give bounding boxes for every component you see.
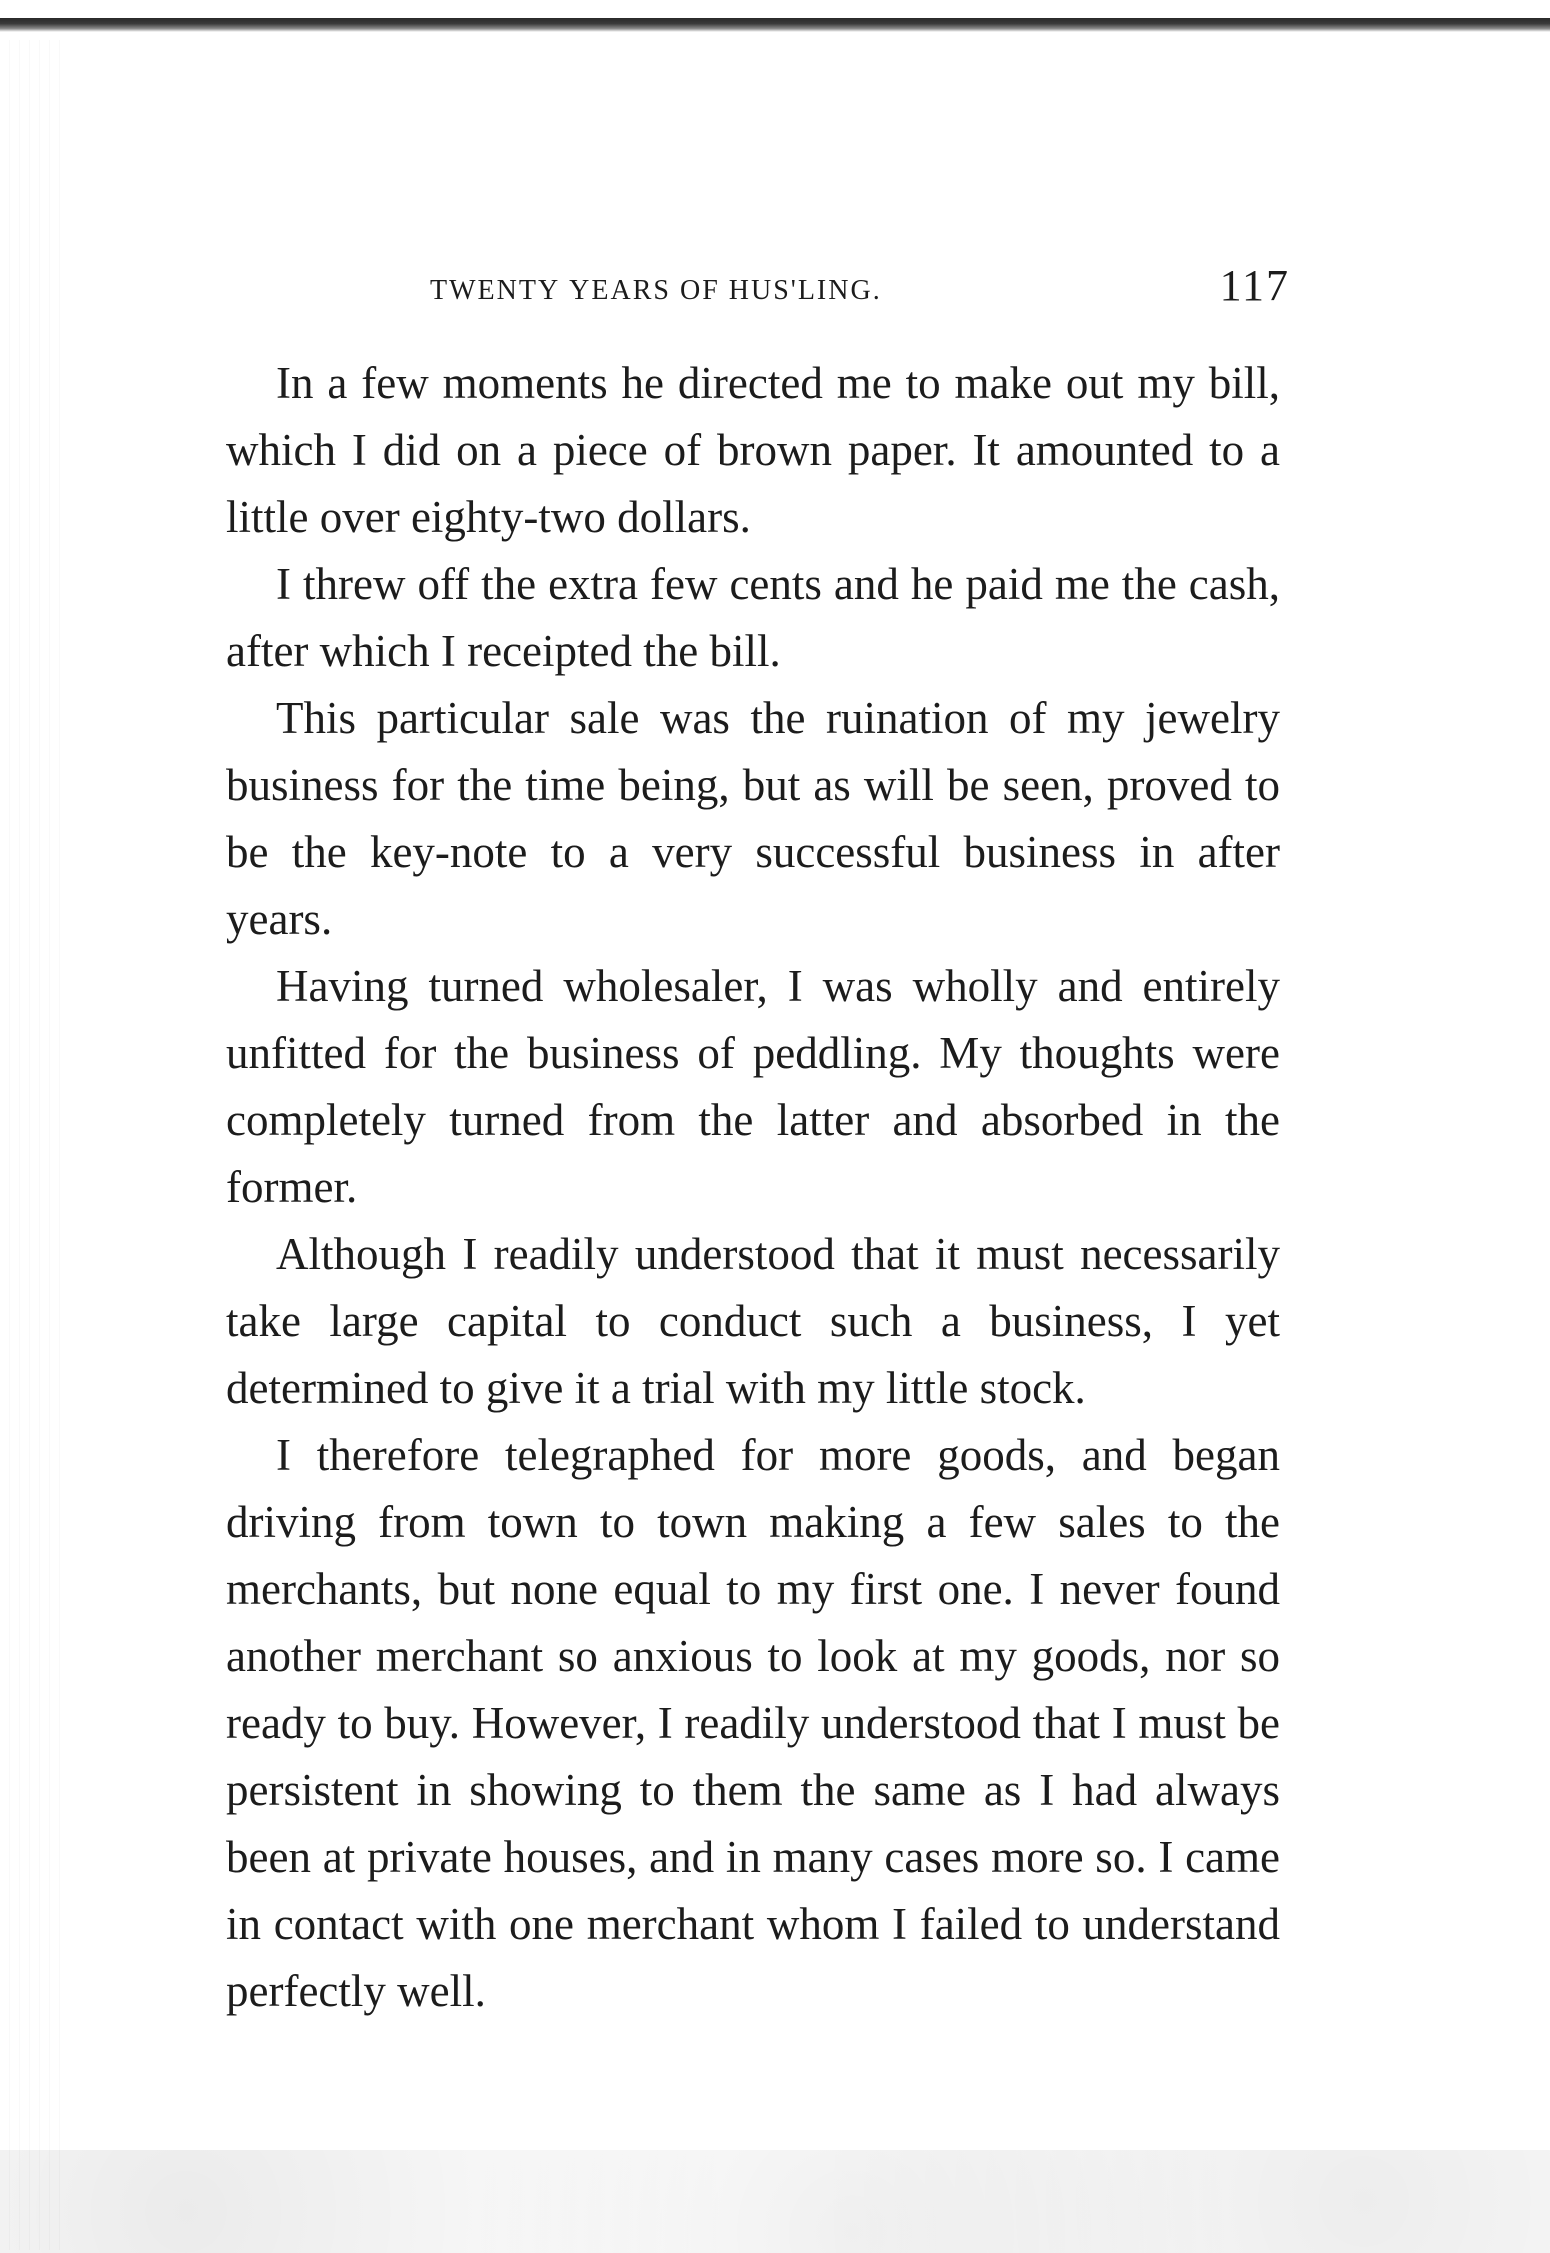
- scan-top-edge: [0, 18, 1550, 32]
- paragraph-6: I therefore telegraphed for more goods, and began driving from town to town making a few sales to the merchants, but none equal to my first one. I never found another merchant so anxious to look at my goods, nor so ready to buy. However, I readily understood that I must be persistent in showing to them the same as I had always been at private houses, and in many cases more so. I came in contact with one merchant whom I failed to understand perfectly well.: [226, 1430, 1280, 2016]
- page-number: 117: [1219, 261, 1290, 310]
- paragraph-4: Having turned wholesaler, I was wholly and entirely unfitted for the business of peddling. My thoughts were completely turned from the latter and absorbed in the former.: [226, 961, 1280, 1212]
- paragraph-3: This particular sale was the ruination of my jewelry business for the time being, but as will be seen, proved to be the key-note to a very successful business in after years.: [226, 693, 1280, 944]
- running-header: [430, 262, 1290, 312]
- paragraph-1: In a few moments he directed me to make out my bill, which I did on a piece of brown paper. It amounted to a little over eighty-two dollars.: [226, 358, 1280, 542]
- scan-bottom-noise: [0, 2150, 1550, 2253]
- body-text: [226, 350, 1280, 2025]
- scan-left-margin-noise: [0, 40, 60, 2250]
- running-title: twenty years of hus'ling.: [430, 263, 882, 308]
- paragraph-2: I threw off the extra few cents and he paid me the cash, after which I receipted the bill.: [226, 559, 1280, 676]
- paragraph-5: Although I readily understood that it must necessarily take large capital to conduct such a business, I yet determined to give it a trial with my little stock.: [226, 1229, 1280, 1413]
